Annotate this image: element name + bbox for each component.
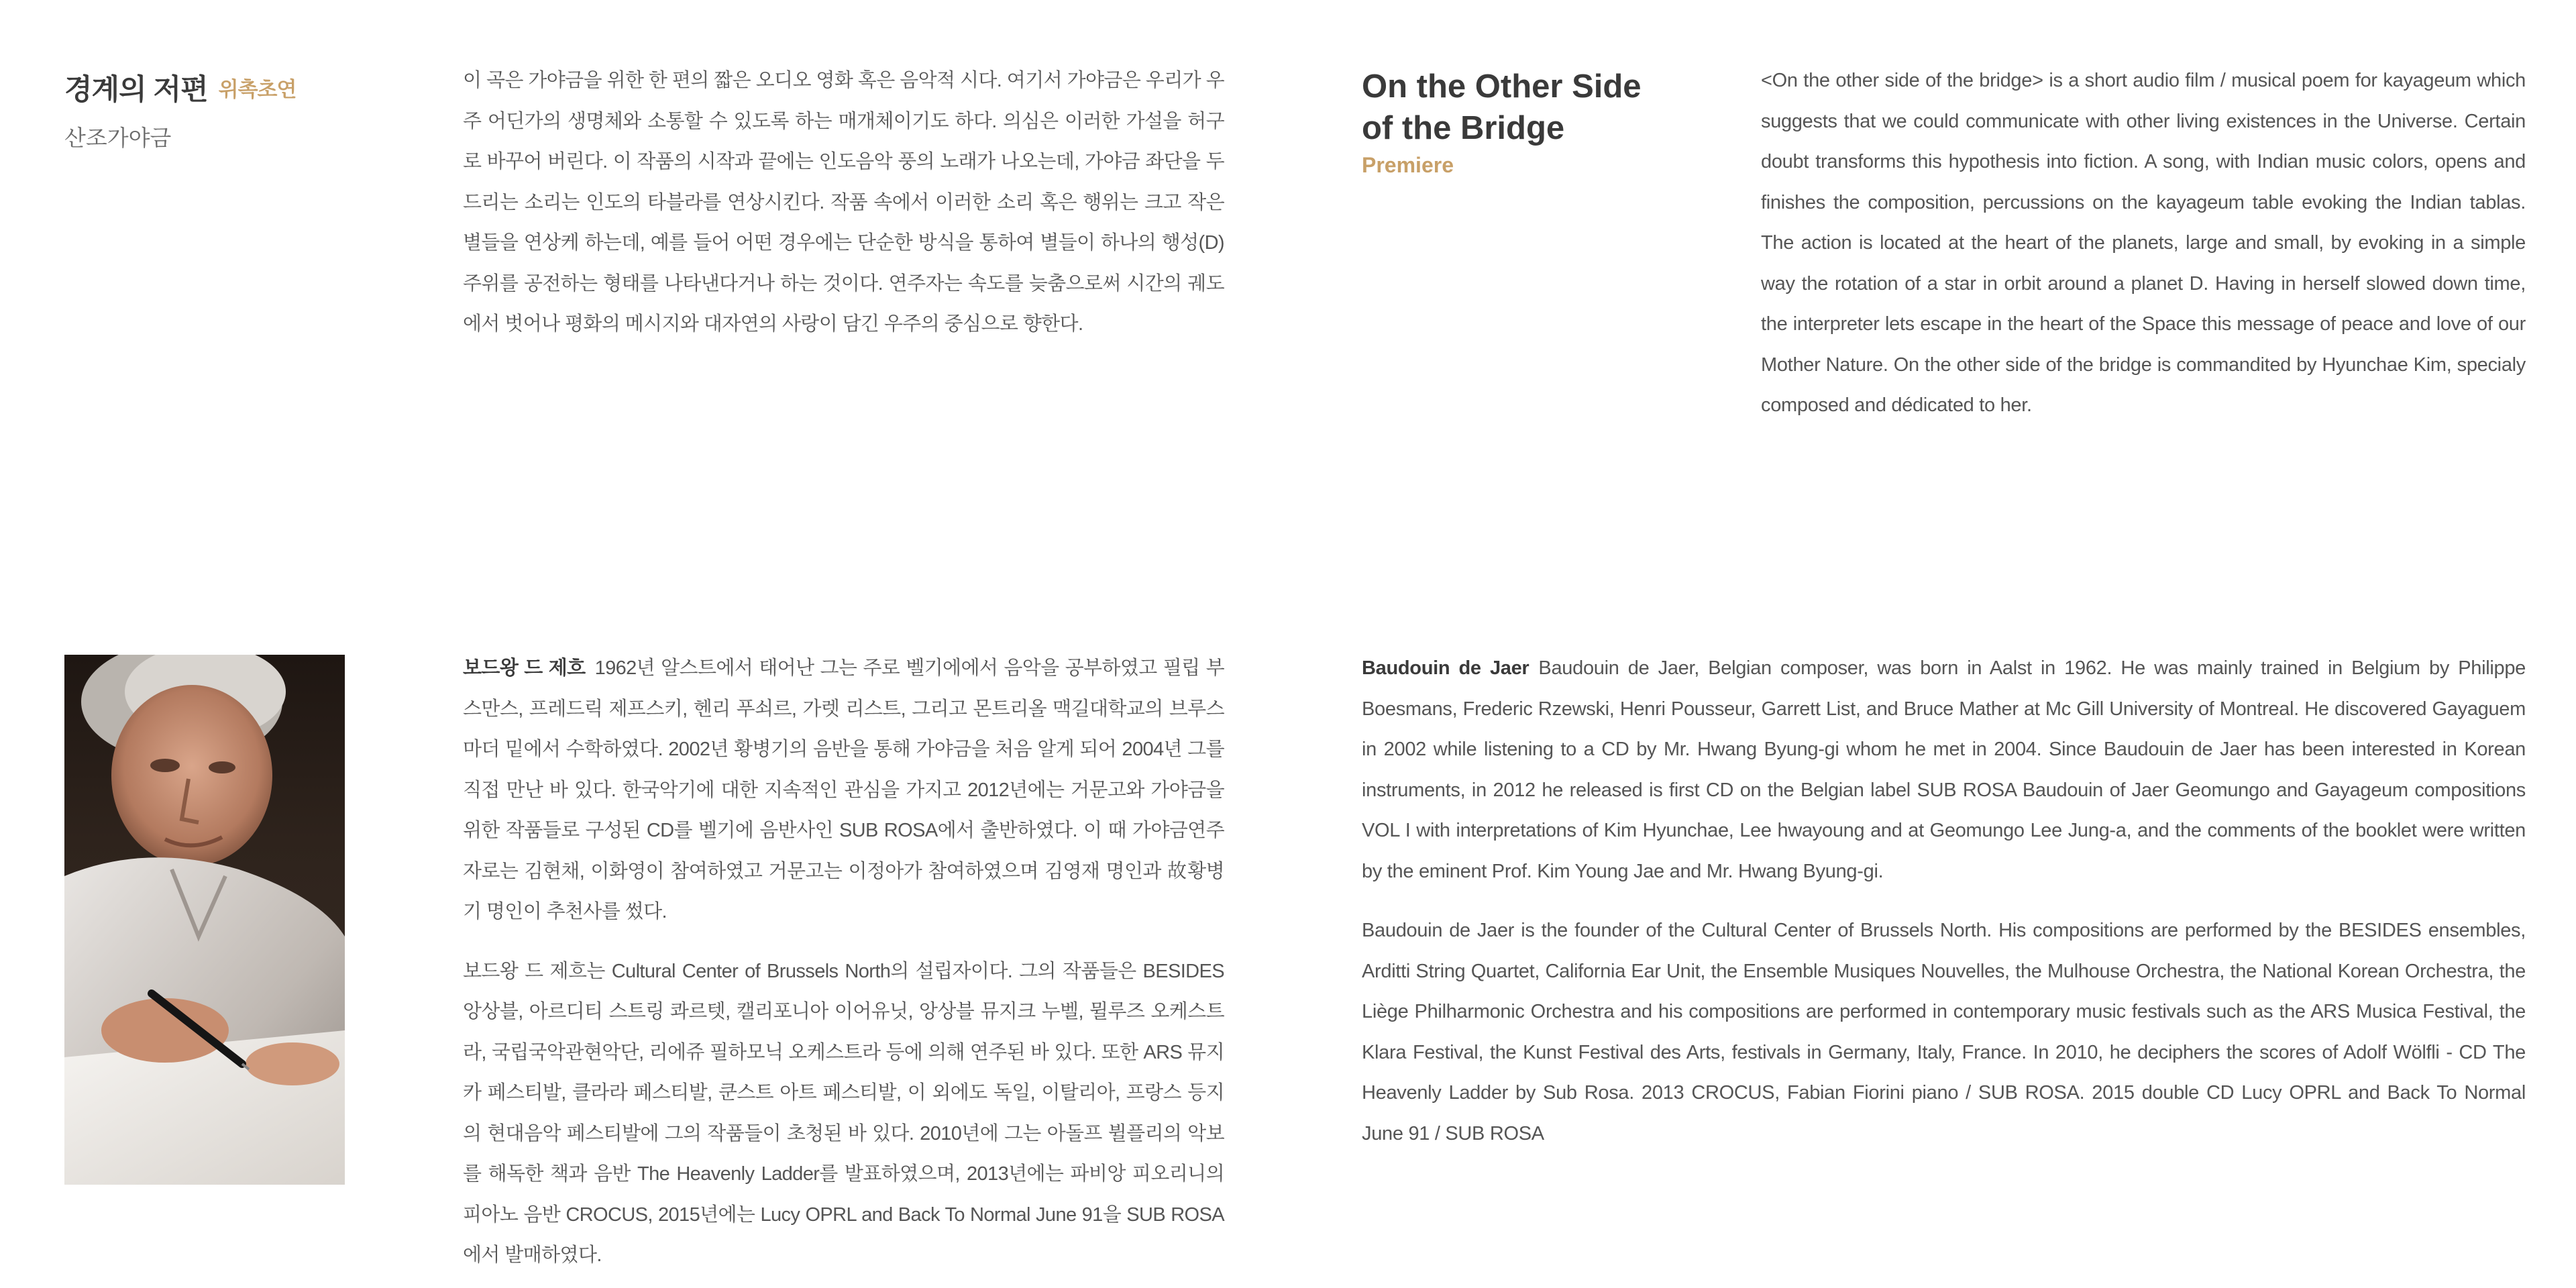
composer-bio-en-p1-text: Baudouin de Jaer, Belgian composer, was born in Aalst in 1962. He was mainly trained in Belgium by Philippe Boesmans, Frederic Rzewski, Henri Pousseur, Garrett List, and Bruce Mather at Mc Gill University of Montreal. He discovered Gayaguem in 2002 while listening to a CD by Mr. Hwang Byung-gi whom he met in 2004. Since Baudouin de Jaer has been interested in Korean instruments, in 2012 he released is first CD on the Belgian label SUB ROSA Baudouin of Jaer Geomungo and Gayageum compositions VOL I with interpretations of Kim Hyunchae, Lee hwayoung and at Geomungo Lee Jung-a, and the comments of the booklet were written by the eminent Prof. Kim Young Jae and Mr. Hwang Byung-gi.: [1362, 657, 2526, 882]
composer-bio-ko: [463, 648, 1224, 1276]
composer-bio-en: [1362, 648, 2526, 1154]
composer-bio-ko-p1-text: 1962년 알스트에서 태어난 그는 주로 벨기에에서 음악을 공부하였고 필립 부스만스, 프레드릭 제프스키, 헨리 푸쇠르, 가렛 리스트, 그리고 몬트리올 맥길대학교의 브루스 마더 밑에서 수학하였다. 2002년 황병기의 음반을 통해 가야금을 처음 알게 되어 2004년 그를 직접 만난 바 있다. 한국악기에 대한 지속적인 관심을 가지고 2012년에는 거문고와 가야금을 위한 작품들로 구성된 CD를 벨기에 음반사인 SUB ROSA에서 출반하였다. 이 때 가야금연주자로는 김현채, 이화영이 참여하였고 거문고는 이정아가 참여하였으며 김영재 명인과 故황병기 명인이 추천사를 썼다.: [463, 657, 1224, 922]
program-title-en: [1362, 66, 1711, 149]
composer-bio-en-p1: [1362, 648, 2526, 892]
program-note-en: [1761, 60, 2526, 426]
composer-bio-ko-p1: [463, 648, 1224, 932]
program-note-ko: [463, 60, 1224, 345]
composer-name-en: Baudouin de Jaer: [1362, 657, 1529, 679]
composer-bio-en-p2: Baudouin de Jaer is the founder of the Cultural Center of Brussels North. His compositions are performed by the BESIDES ensembles, Arditti String Quartet, California Ear Unit, the Ensemble Musiques Nouvelles, the Mulhouse Orchestra, the National Korean Orchestra, the Liège Philharmonic Orchestra and his compositions are performed in contemporary music festivals such as the ARS Musica Festival, the Klara Festival, the Kunst Festival des Arts, festivals in Germany, Italy, France. In 2010, he deciphers the scores of Adolf Wölfli - CD The Heavenly Ladder by Sub Rosa. 2013 CROCUS, Fabian Fiorini piano / SUB ROSA. 2015 double CD Lucy OPRL and Back To Normal June 91 / SUB ROSA: [1362, 920, 2526, 1144]
program-note-en-text: <On the other side of the bridge> is a short audio film / musical poem for kayageum which suggests that we could communicate with other living existences in the Universe. Certain doubt transforms this hypothesis into fiction. A song, with Indian music colors, opens and finishes the composition, percussions on the kayageum table evoking the Indian tablas. The action is located at the heart of the planets, large and small, by evoking in a simple way the rotation of a star in orbit around a planet D. Having in herself slowed down time, the interpreter lets escape in the heart of the Space this message of peace and love of our Mother Nature. On the other side of the bridge is commandited by Hyunchae Kim, specialy composed and dédicated to her.: [1761, 70, 2526, 416]
composer-bio-ko-p2: 보드왕 드 제흐는 Cultural Center of Brussels North의 설립자이다. 그의 작품들은 BESIDES 앙상블, 아르디티 스트링 콰르텟, 캘리포니아 이어유닛, 앙상블 뮤지크 누벨, 뮐루즈 오케스트라, 국립국악관현악단, 리에쥬 필하모닉 오케스트라 등에 의해 연주된 바 있다. 또한 ARS 뮤지카 페스티발, 클라라 페스티발, 쿤스트 아트 페스티발, 이 외에도 독일, 이탈리아, 프랑스 등지의 현대음악 페스티발에 그의 작품들이 초청된 바 있다. 2010년에 그는 아돌프 뷜플리의 악보를 해독한 책과 음반 The Heavenly Ladder를 발표하였으며, 2013년에는 파비앙 피오리니의 피아노 음반 CROCUS, 2015년에는 Lucy OPRL and Back To Normal June 91을 SUB ROSA에서 발매하였다.: [463, 960, 1224, 1266]
program-title-en-line1: On the Other Side: [1362, 68, 1642, 105]
instrument-label: 산조가야금: [64, 125, 172, 150]
composer-photo: [64, 655, 345, 1185]
program-title-en-line2: of the Bridge: [1362, 110, 1565, 146]
premiere-badge: Premiere: [1362, 153, 1454, 177]
program-title-ko: [64, 67, 296, 108]
composer-name-ko: 보드왕 드 제흐: [463, 657, 586, 679]
program-note-ko-text: 이 곡은 가야금을 위한 한 편의 짧은 오디오 영화 혹은 음악적 시다. 여기서 가야금은 우리가 우주 어딘가의 생명체와 소통할 수 있도록 하는 매개체이기도 하다. 의심은 이러한 가설을 허구로 바꾸어 버린다. 이 작품의 시작과 끝에는 인도음악 풍의 노래가 나오는데, 가야금 좌단을 두드리는 소리는 인도의 타블라를 연상시킨다. 작품 속에서 이러한 소리 혹은 행위는 크고 작은 별들을 연상케 하는데, 예를 들어 어떤 경우에는 단순한 방식을 통하여 별들이 하나의 행성(D) 주위를 공전하는 형태를 나타낸다거나 하는 것이다. 연주자는 속도를 늦춤으로써 시간의 궤도에서 벗어나 평화의 메시지와 대자연의 사랑이 담긴 우주의 중심으로 향한다.: [463, 70, 1224, 335]
commission-badge: 위촉초연: [218, 78, 297, 101]
program-title-text: 경계의 저편: [64, 74, 208, 106]
